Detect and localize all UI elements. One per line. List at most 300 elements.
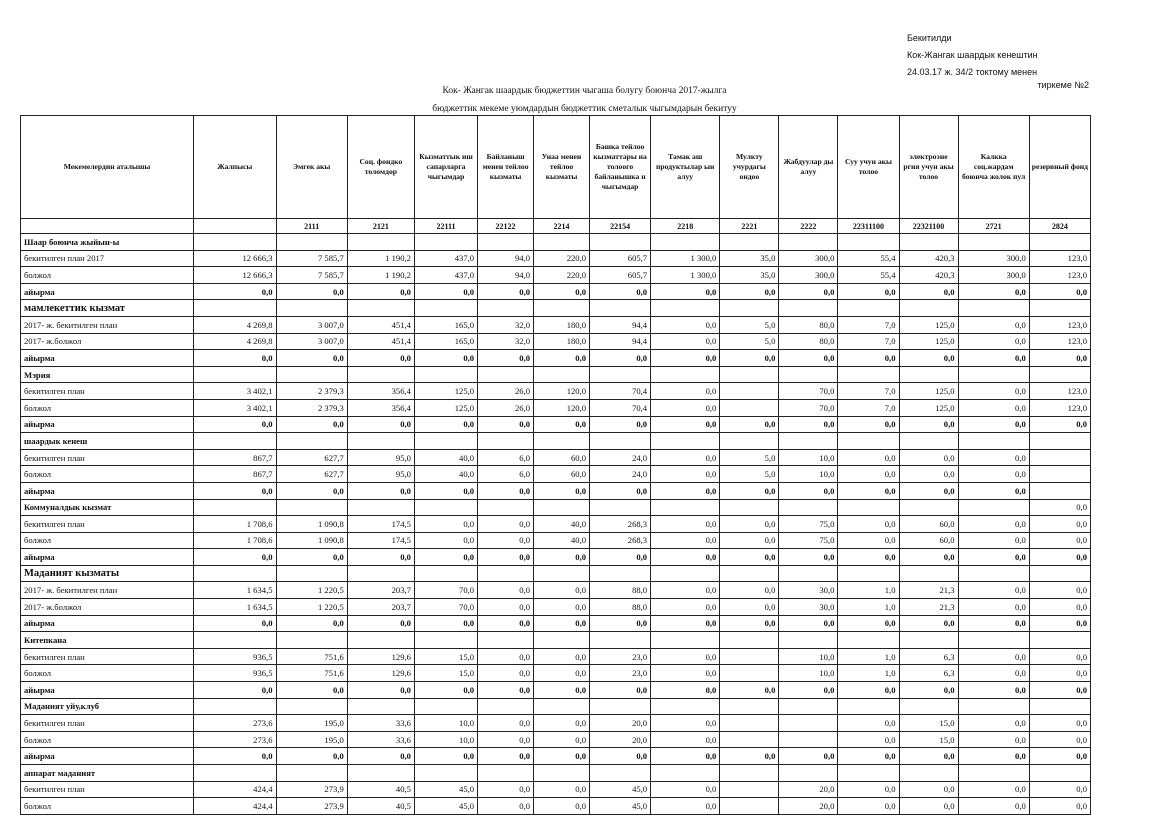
value-cell: 0,0 bbox=[958, 482, 1029, 499]
value-cell: 867,7 bbox=[194, 466, 276, 483]
value-cell: 0,0 bbox=[194, 549, 276, 566]
value-cell: 0,0 bbox=[534, 582, 590, 599]
value-cell: 0,0 bbox=[838, 416, 899, 433]
code-cell: 22122 bbox=[478, 219, 534, 234]
value-cell: 0,0 bbox=[651, 333, 720, 350]
value-cell bbox=[720, 665, 779, 682]
value-cell: 0,0 bbox=[958, 383, 1029, 400]
row-label: бекитилген план bbox=[21, 715, 194, 732]
value-cell: 75,0 bbox=[779, 516, 838, 533]
value-cell: 55,4 bbox=[838, 250, 899, 267]
value-cell bbox=[590, 765, 651, 782]
value-cell bbox=[899, 234, 958, 251]
value-cell: 0,0 bbox=[534, 648, 590, 665]
value-cell: 220,0 bbox=[534, 250, 590, 267]
value-cell: 0,0 bbox=[194, 682, 276, 699]
value-cell: 0,0 bbox=[720, 416, 779, 433]
value-cell: 60,0 bbox=[899, 516, 958, 533]
value-cell bbox=[534, 300, 590, 317]
value-cell bbox=[958, 300, 1029, 317]
value-cell bbox=[276, 499, 347, 516]
table-row bbox=[21, 433, 1091, 450]
value-cell: 0,0 bbox=[958, 582, 1029, 599]
row-label: айырма bbox=[21, 748, 194, 765]
value-cell: 0,0 bbox=[414, 350, 477, 367]
value-cell: 88,0 bbox=[590, 582, 651, 599]
value-cell: 936,5 bbox=[194, 665, 276, 682]
value-cell: 125,0 bbox=[899, 316, 958, 333]
value-cell bbox=[194, 366, 276, 383]
value-cell: 0,0 bbox=[478, 350, 534, 367]
value-cell: 0,0 bbox=[651, 582, 720, 599]
value-cell: 1,0 bbox=[838, 665, 899, 682]
value-cell: 12 666,3 bbox=[194, 250, 276, 267]
table-row bbox=[21, 250, 1091, 267]
row-label: 2017- ж. бекитилген план bbox=[21, 582, 194, 599]
value-cell: 95,0 bbox=[347, 449, 414, 466]
value-cell: 1,0 bbox=[838, 599, 899, 616]
value-cell bbox=[720, 698, 779, 715]
value-cell bbox=[347, 698, 414, 715]
value-cell bbox=[720, 715, 779, 732]
value-cell: 0,0 bbox=[651, 781, 720, 798]
table-row bbox=[21, 798, 1091, 815]
value-cell: 7,0 bbox=[838, 399, 899, 416]
value-cell: 0,0 bbox=[590, 482, 651, 499]
value-cell: 0,0 bbox=[838, 615, 899, 632]
value-cell bbox=[194, 765, 276, 782]
value-cell: 0,0 bbox=[651, 731, 720, 748]
value-cell: 0,0 bbox=[276, 615, 347, 632]
value-cell: 0,0 bbox=[958, 416, 1029, 433]
value-cell: 0,0 bbox=[590, 283, 651, 300]
value-cell: 273,9 bbox=[276, 798, 347, 815]
value-cell: 95,0 bbox=[347, 466, 414, 483]
value-cell: 0,0 bbox=[958, 316, 1029, 333]
value-cell bbox=[720, 731, 779, 748]
value-cell: 123,0 bbox=[1029, 333, 1090, 350]
value-cell: 0,0 bbox=[478, 599, 534, 616]
value-cell bbox=[276, 765, 347, 782]
row-label: бекитилген план 2017 bbox=[21, 250, 194, 267]
table-row bbox=[21, 615, 1091, 632]
document-title: Кок- Жангак шаардык бюджеттин чыгаша болугу боюнча 2017-жылга bbox=[442, 86, 727, 96]
value-cell: 420,3 bbox=[899, 267, 958, 284]
value-cell: 75,0 bbox=[779, 532, 838, 549]
value-cell: 129,6 bbox=[347, 665, 414, 682]
value-cell bbox=[414, 366, 477, 383]
value-cell: 21,3 bbox=[899, 599, 958, 616]
value-cell: 129,6 bbox=[347, 648, 414, 665]
value-cell: 3 007,0 bbox=[276, 333, 347, 350]
value-cell: 0,0 bbox=[899, 283, 958, 300]
table-row bbox=[21, 416, 1091, 433]
value-cell bbox=[838, 300, 899, 317]
col-header: Кызматтык иш сапарларга чыгымдар bbox=[414, 116, 477, 219]
value-cell: 0,0 bbox=[779, 682, 838, 699]
value-cell: 437,0 bbox=[414, 267, 477, 284]
value-cell bbox=[1029, 449, 1090, 466]
row-label: 2017- ж.болжол bbox=[21, 599, 194, 616]
value-cell: 0,0 bbox=[347, 416, 414, 433]
value-cell: 0,0 bbox=[590, 549, 651, 566]
value-cell: 23,0 bbox=[590, 648, 651, 665]
value-cell: 0,0 bbox=[899, 416, 958, 433]
value-cell: 0,0 bbox=[838, 449, 899, 466]
value-cell: 1 090,8 bbox=[276, 516, 347, 533]
value-cell: 0,0 bbox=[899, 781, 958, 798]
value-cell bbox=[1029, 466, 1090, 483]
value-cell: 0,0 bbox=[651, 648, 720, 665]
value-cell bbox=[276, 698, 347, 715]
value-cell: 0,0 bbox=[958, 466, 1029, 483]
value-cell: 1 190,2 bbox=[347, 267, 414, 284]
approval-line-1: Бекитилди bbox=[907, 33, 952, 43]
value-cell bbox=[347, 300, 414, 317]
row-label: айырма bbox=[21, 482, 194, 499]
value-cell bbox=[720, 499, 779, 516]
value-cell bbox=[1029, 565, 1090, 582]
value-cell: 0,0 bbox=[194, 350, 276, 367]
code-cell: 2721 bbox=[958, 219, 1029, 234]
value-cell: 70,0 bbox=[779, 399, 838, 416]
value-cell: 0,0 bbox=[347, 682, 414, 699]
value-cell: 0,0 bbox=[838, 283, 899, 300]
value-cell: 0,0 bbox=[899, 482, 958, 499]
value-cell: 0,0 bbox=[1029, 798, 1090, 815]
value-cell: 1 708,6 bbox=[194, 532, 276, 549]
value-cell: 94,0 bbox=[478, 267, 534, 284]
value-cell: 0,0 bbox=[651, 682, 720, 699]
value-cell: 0,0 bbox=[958, 615, 1029, 632]
value-cell: 627,7 bbox=[276, 449, 347, 466]
value-cell bbox=[720, 383, 779, 400]
value-cell: 0,0 bbox=[1029, 283, 1090, 300]
value-cell: 15,0 bbox=[414, 665, 477, 682]
value-cell: 0,0 bbox=[1029, 665, 1090, 682]
value-cell: 0,0 bbox=[720, 582, 779, 599]
value-cell bbox=[534, 433, 590, 450]
value-cell: 35,0 bbox=[720, 250, 779, 267]
value-cell: 203,7 bbox=[347, 582, 414, 599]
value-cell bbox=[347, 499, 414, 516]
row-label: айырма bbox=[21, 283, 194, 300]
value-cell bbox=[958, 499, 1029, 516]
value-cell: 0,0 bbox=[194, 416, 276, 433]
value-cell: 0,0 bbox=[590, 748, 651, 765]
value-cell: 26,0 bbox=[478, 383, 534, 400]
value-cell bbox=[194, 565, 276, 582]
row-label: айырма bbox=[21, 682, 194, 699]
value-cell: 0,0 bbox=[347, 350, 414, 367]
table-row bbox=[21, 350, 1091, 367]
code-cell: 22321100 bbox=[899, 219, 958, 234]
table-row bbox=[21, 599, 1091, 616]
value-cell: 0,0 bbox=[720, 350, 779, 367]
value-cell: 6,0 bbox=[478, 449, 534, 466]
value-cell: 751,6 bbox=[276, 665, 347, 682]
value-cell bbox=[1029, 482, 1090, 499]
value-cell: 0,0 bbox=[838, 516, 899, 533]
value-cell: 20,0 bbox=[779, 781, 838, 798]
value-cell: 1 220,5 bbox=[276, 582, 347, 599]
value-cell bbox=[779, 765, 838, 782]
value-cell: 0,0 bbox=[838, 731, 899, 748]
value-cell: 0,0 bbox=[958, 283, 1029, 300]
value-cell: 0,0 bbox=[720, 599, 779, 616]
value-cell: 3 402,1 bbox=[194, 399, 276, 416]
value-cell: 0,0 bbox=[478, 416, 534, 433]
value-cell bbox=[276, 565, 347, 582]
row-label: 2017- ж. бекитилген план bbox=[21, 316, 194, 333]
value-cell bbox=[414, 234, 477, 251]
value-cell: 0,0 bbox=[651, 665, 720, 682]
value-cell: 0,0 bbox=[651, 466, 720, 483]
value-cell: 0,0 bbox=[590, 350, 651, 367]
value-cell: 0,0 bbox=[838, 549, 899, 566]
value-cell bbox=[1029, 698, 1090, 715]
value-cell bbox=[194, 300, 276, 317]
value-cell: 165,0 bbox=[414, 333, 477, 350]
value-cell bbox=[899, 300, 958, 317]
value-cell: 123,0 bbox=[1029, 250, 1090, 267]
table-row bbox=[21, 516, 1091, 533]
value-cell: 0,0 bbox=[478, 516, 534, 533]
col-header: Суу учун акы толоо bbox=[838, 116, 899, 219]
table-row bbox=[21, 532, 1091, 549]
value-cell: 751,6 bbox=[276, 648, 347, 665]
row-label: аппарат маданият bbox=[21, 765, 194, 782]
value-cell: 5,0 bbox=[720, 466, 779, 483]
row-label: 2017- ж.болжол bbox=[21, 333, 194, 350]
value-cell: 0,0 bbox=[838, 748, 899, 765]
col-header: Тамак аш продуктылар ын алуу bbox=[651, 116, 720, 219]
value-cell bbox=[534, 499, 590, 516]
value-cell bbox=[478, 565, 534, 582]
value-cell bbox=[779, 433, 838, 450]
value-cell bbox=[779, 632, 838, 649]
row-label: айырма bbox=[21, 416, 194, 433]
value-cell bbox=[590, 632, 651, 649]
table-row bbox=[21, 449, 1091, 466]
value-cell: 0,0 bbox=[779, 482, 838, 499]
value-cell: 0,0 bbox=[899, 350, 958, 367]
value-cell: 20,0 bbox=[590, 715, 651, 732]
value-cell bbox=[276, 234, 347, 251]
value-cell: 24,0 bbox=[590, 466, 651, 483]
table-row bbox=[21, 499, 1091, 516]
value-cell: 123,0 bbox=[1029, 316, 1090, 333]
value-cell bbox=[958, 565, 1029, 582]
value-cell: 70,0 bbox=[414, 582, 477, 599]
value-cell: 0,0 bbox=[534, 798, 590, 815]
value-cell: 627,7 bbox=[276, 466, 347, 483]
value-cell: 0,0 bbox=[534, 781, 590, 798]
value-cell: 0,0 bbox=[838, 682, 899, 699]
table-row bbox=[21, 748, 1091, 765]
value-cell: 0,0 bbox=[194, 482, 276, 499]
row-label: Маданият кызматы bbox=[21, 565, 194, 582]
value-cell: 273,6 bbox=[194, 715, 276, 732]
code-cell bbox=[21, 219, 194, 234]
value-cell bbox=[478, 433, 534, 450]
value-cell: 0,0 bbox=[958, 449, 1029, 466]
row-label: мамлекеттик кызмат bbox=[21, 300, 194, 317]
value-cell bbox=[194, 499, 276, 516]
table-row bbox=[21, 399, 1091, 416]
row-label: Коммуналдык кызмат bbox=[21, 499, 194, 516]
row-label: бекитилген план bbox=[21, 648, 194, 665]
value-cell: 60,0 bbox=[534, 466, 590, 483]
value-cell: 0,0 bbox=[958, 798, 1029, 815]
value-cell: 195,0 bbox=[276, 715, 347, 732]
value-cell: 0,0 bbox=[414, 615, 477, 632]
value-cell: 7,0 bbox=[838, 333, 899, 350]
value-cell: 123,0 bbox=[1029, 383, 1090, 400]
value-cell: 1,0 bbox=[838, 648, 899, 665]
row-label: болжол bbox=[21, 466, 194, 483]
value-cell: 0,0 bbox=[651, 516, 720, 533]
value-cell bbox=[779, 731, 838, 748]
table-row bbox=[21, 715, 1091, 732]
document-subtitle: бюджеттик мекеме уюмдардын бюджеттик сметалык чыгымдарын бекитуу bbox=[432, 104, 737, 114]
value-cell: 20,0 bbox=[590, 731, 651, 748]
value-cell: 0,0 bbox=[838, 798, 899, 815]
code-cell: 2121 bbox=[347, 219, 414, 234]
value-cell bbox=[1029, 632, 1090, 649]
table-row bbox=[21, 582, 1091, 599]
value-cell: 0,0 bbox=[838, 482, 899, 499]
value-cell: 0,0 bbox=[590, 615, 651, 632]
value-cell: 5,0 bbox=[720, 333, 779, 350]
value-cell: 451,4 bbox=[347, 316, 414, 333]
value-cell: 7 585,7 bbox=[276, 250, 347, 267]
value-cell: 0,0 bbox=[1029, 416, 1090, 433]
value-cell: 0,0 bbox=[651, 798, 720, 815]
value-cell: 0,0 bbox=[958, 350, 1029, 367]
value-cell: 0,0 bbox=[651, 482, 720, 499]
budget-table bbox=[20, 115, 1091, 815]
value-cell bbox=[478, 366, 534, 383]
value-cell: 35,0 bbox=[720, 267, 779, 284]
value-cell: 0,0 bbox=[1029, 350, 1090, 367]
value-cell: 0,0 bbox=[1029, 682, 1090, 699]
code-cell: 22311100 bbox=[838, 219, 899, 234]
value-cell: 10,0 bbox=[779, 648, 838, 665]
table-row bbox=[21, 316, 1091, 333]
value-cell: 30,0 bbox=[779, 582, 838, 599]
col-header: Соц. фондко толомдор bbox=[347, 116, 414, 219]
value-cell: 5,0 bbox=[720, 449, 779, 466]
value-cell bbox=[651, 765, 720, 782]
value-cell: 0,0 bbox=[478, 648, 534, 665]
value-cell: 3 402,1 bbox=[194, 383, 276, 400]
value-cell bbox=[534, 234, 590, 251]
value-cell: 33,6 bbox=[347, 715, 414, 732]
value-cell: 0,0 bbox=[720, 532, 779, 549]
table-row bbox=[21, 300, 1091, 317]
value-cell: 10,0 bbox=[414, 731, 477, 748]
value-cell: 125,0 bbox=[414, 399, 477, 416]
value-cell: 21,3 bbox=[899, 582, 958, 599]
value-cell bbox=[779, 499, 838, 516]
value-cell: 268,3 bbox=[590, 532, 651, 549]
row-label: бекитилген план bbox=[21, 516, 194, 533]
value-cell: 40,0 bbox=[534, 532, 590, 549]
col-header: Байланыш менен тейлоо кызматы bbox=[478, 116, 534, 219]
table-row bbox=[21, 383, 1091, 400]
value-cell: 0,0 bbox=[651, 549, 720, 566]
col-header: Мекемелердин аталышы bbox=[21, 116, 194, 219]
value-cell bbox=[779, 300, 838, 317]
value-cell: 70,4 bbox=[590, 383, 651, 400]
value-cell: 0,0 bbox=[720, 682, 779, 699]
value-cell bbox=[590, 433, 651, 450]
value-cell: 0,0 bbox=[838, 715, 899, 732]
value-cell bbox=[1029, 234, 1090, 251]
value-cell bbox=[899, 366, 958, 383]
code-cell: 2218 bbox=[651, 219, 720, 234]
value-cell bbox=[838, 765, 899, 782]
value-cell bbox=[720, 798, 779, 815]
value-cell: 0,0 bbox=[958, 516, 1029, 533]
value-cell: 123,0 bbox=[1029, 399, 1090, 416]
col-header: Жабдуулар ды алуу bbox=[779, 116, 838, 219]
value-cell: 0,0 bbox=[478, 482, 534, 499]
attachment-number: тиркеме №2 bbox=[1037, 80, 1089, 90]
value-cell: 0,0 bbox=[478, 682, 534, 699]
value-cell: 0,0 bbox=[899, 549, 958, 566]
value-cell: 94,4 bbox=[590, 333, 651, 350]
value-cell: 0,0 bbox=[958, 648, 1029, 665]
value-cell: 0,0 bbox=[958, 682, 1029, 699]
value-cell: 268,3 bbox=[590, 516, 651, 533]
value-cell: 40,0 bbox=[414, 466, 477, 483]
code-cell: 2214 bbox=[534, 219, 590, 234]
value-cell: 0,0 bbox=[414, 283, 477, 300]
table-row bbox=[21, 366, 1091, 383]
value-cell bbox=[347, 565, 414, 582]
table-row bbox=[21, 648, 1091, 665]
value-cell: 15,0 bbox=[414, 648, 477, 665]
value-cell: 6,3 bbox=[899, 648, 958, 665]
value-cell: 0,0 bbox=[958, 748, 1029, 765]
value-cell: 125,0 bbox=[899, 399, 958, 416]
value-cell: 0,0 bbox=[651, 532, 720, 549]
value-cell: 0,0 bbox=[194, 748, 276, 765]
value-cell: 0,0 bbox=[414, 682, 477, 699]
value-cell bbox=[590, 366, 651, 383]
value-cell: 0,0 bbox=[838, 781, 899, 798]
value-cell: 180,0 bbox=[534, 333, 590, 350]
table-row bbox=[21, 665, 1091, 682]
value-cell: 0,0 bbox=[194, 283, 276, 300]
value-cell: 0,0 bbox=[958, 715, 1029, 732]
value-cell: 120,0 bbox=[534, 383, 590, 400]
value-cell bbox=[958, 632, 1029, 649]
row-label: болжол bbox=[21, 731, 194, 748]
value-cell: 40,0 bbox=[414, 449, 477, 466]
value-cell: 10,0 bbox=[779, 665, 838, 682]
value-cell: 300,0 bbox=[779, 250, 838, 267]
row-label: Шаар боюнча жыйын-ы bbox=[21, 234, 194, 251]
value-cell: 23,0 bbox=[590, 665, 651, 682]
value-cell: 0,0 bbox=[651, 283, 720, 300]
value-cell: 26,0 bbox=[478, 399, 534, 416]
value-cell: 0,0 bbox=[651, 383, 720, 400]
value-cell: 0,0 bbox=[276, 416, 347, 433]
value-cell: 300,0 bbox=[779, 267, 838, 284]
